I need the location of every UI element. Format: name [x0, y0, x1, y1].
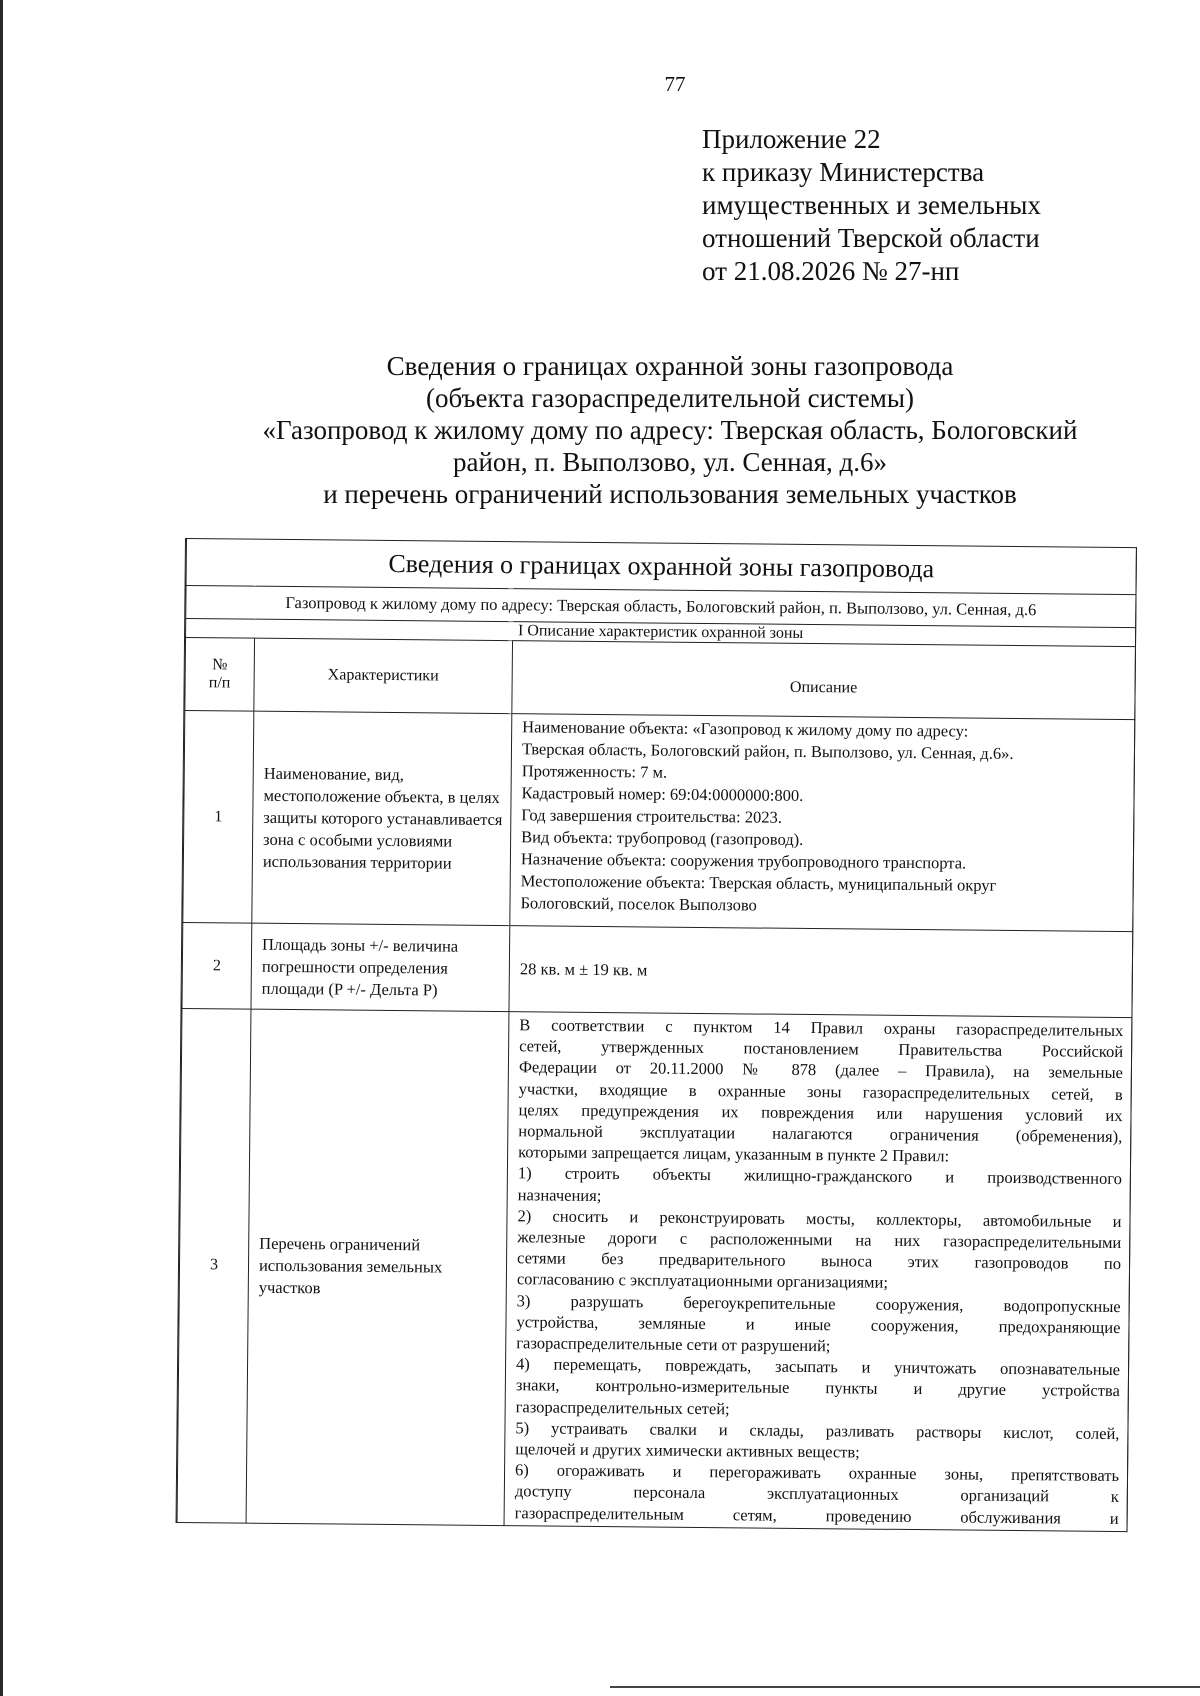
description-line: Федерации от 20.11.2000 № 878 (далее – Правила), на земельные — [518, 1057, 1123, 1083]
description-line: согласованию с эксплуатационными организациями; — [516, 1269, 889, 1293]
description-line: доступу персонала эксплуатационных организаций к — [514, 1481, 1119, 1507]
appendix-line: от 21.08.2026 № 27-нп — [702, 256, 960, 286]
bottom-rule — [610, 1686, 1200, 1688]
page-number: 77 — [664, 72, 686, 96]
table-row — [183, 711, 1135, 932]
title-line: «Газопровод к жилому дому по адресу: Тверская область, Бологовский — [262, 415, 1078, 445]
column-header-number-line: № — [212, 656, 228, 674]
description-line: знаки, контрольно-измерительные пункты и другие устройства — [515, 1375, 1120, 1401]
description-line: В соответствии с пунктом 14 Правил охраны газораспределительных — [519, 1015, 1124, 1041]
table-header-row — [185, 638, 1136, 720]
appendix-line: к приказу Министерства — [702, 157, 985, 187]
appendix-line: имущественных и земельных — [702, 190, 1041, 220]
appendix-block — [702, 123, 1041, 288]
description-line: Протяженность: 7 м. — [521, 761, 668, 782]
column-header-description: Описание — [512, 641, 1136, 720]
row-description — [510, 714, 1135, 932]
description-line: Наименование объекта: «Газопровод к жилому дому по адресу: — [522, 717, 969, 741]
table-heading: Сведения о границах охранной зоны газопровода — [186, 539, 1136, 595]
description-line: сетей, утвержденных постановлением Правительства Российской — [519, 1036, 1124, 1062]
zone-table-frame — [176, 538, 1137, 1532]
description-line: Тверская область, Бологовский район, п. Выползово, ул. Сенная, д.6». — [521, 739, 1014, 763]
description-line: целях предупреждения их повреждения или нарушения условий их — [518, 1100, 1123, 1125]
description-line: 1) строить объекты жилищно-гражданского и производственного — [517, 1163, 1122, 1189]
description-line: сетями без предварительного выноса этих газопроводов по — [517, 1248, 1122, 1274]
description-line: Местоположение объекта: Тверская область, муниципальный округ — [520, 871, 997, 895]
table-subheading: Газопровод к жилому дому по адресу: Тверская область, Бологовский район, п. Выползово, ул. Сенная, д.6 — [186, 586, 1136, 628]
title-line: район, п. Выползово, ул. Сенная, д.6» — [452, 447, 888, 477]
scan-edge — [0, 0, 3, 1696]
title-line: (объекта газораспределительной системы) — [425, 383, 915, 413]
row-characteristic: Площадь зоны +/- величина погрешности определения площади (P +/- Дельта P) — [251, 923, 510, 1011]
zone-table — [177, 539, 1137, 1532]
description-line: щелочей и других химически активных веществ; — [515, 1439, 860, 1462]
description-line: газораспределительных сетей; — [515, 1396, 730, 1418]
title-line: Сведения о границах охранной зоны газопровода — [386, 351, 954, 381]
description-line: 5) устраивать свалки и склады, разливать растворы кислот, солей, — [515, 1418, 1120, 1443]
description-line: железные дороги с расположенными на них газораспределительными — [517, 1227, 1122, 1253]
description-line: газораспределительные сети от разрушений; — [516, 1333, 831, 1356]
appendix-line: Приложение 22 — [702, 124, 881, 154]
row-number: 2 — [182, 922, 252, 1009]
title-line: и перечень ограничений использования земельных участков — [323, 479, 1017, 509]
description-line: которыми запрещается лицам, указанным в пункте 2 Правил: — [518, 1142, 950, 1166]
row-number: 3 — [177, 1008, 251, 1523]
row-description — [504, 1012, 1132, 1532]
description-line: 6) огораживать и перегораживать охранные зоны, препятствовать — [514, 1460, 1120, 1486]
table-row — [177, 1008, 1132, 1531]
row-characteristic: Перечень ограничений использования земельных участков — [246, 1009, 509, 1525]
row-description: 28 кв. м ± 19 кв. м — [509, 926, 1133, 1018]
description-line: Бологовский, поселок Выползово — [520, 893, 757, 915]
description-line: Год завершения строительства: 2023. — [521, 805, 782, 827]
description-line: назначения; — [517, 1184, 602, 1205]
row-characteristic: Наименование, вид, местоположение объекта, в целях защиты которого устанавливается зона с особыми условиями использования территории — [252, 711, 512, 925]
appendix-line: отношений Тверской области — [702, 223, 1040, 253]
column-header-characteristics: Характеристики — [254, 638, 513, 713]
description-line: нормальной эксплуатации налагаются ограничения (обременения), — [518, 1121, 1123, 1147]
column-header-number — [185, 638, 255, 712]
description-line: Вид объекта: трубопровод (газопровод). — [521, 827, 804, 849]
column-header-number-line: п/п — [208, 674, 231, 692]
description-line: устройства, земляные и иные сооружения, предохраняющие — [516, 1312, 1121, 1337]
description-line: 2) сносить и реконструировать мосты, коллекторы, автомобильные и — [517, 1206, 1122, 1231]
description-line: газораспределительным сетям, проведению обслуживания и — [514, 1502, 1119, 1528]
description-line: 3) разрушать берегоукрепительные сооружения, водопропускные — [516, 1290, 1121, 1316]
description-line: Кадастровый номер: 69:04:0000000:800. — [521, 783, 804, 805]
document-title — [200, 350, 1140, 510]
description-line: участки, входящие в охранные зоны газораспределительных сетей, в — [518, 1078, 1123, 1104]
description-line: Назначение объекта: сооружения трубопроводного транспорта. — [520, 849, 967, 873]
row-number: 1 — [183, 711, 254, 924]
table-section-title: I Описание характеристик охранной зоны — [186, 619, 1136, 647]
description-line: 4) перемещать, повреждать, засыпать и уничтожать опознавательные — [515, 1354, 1121, 1380]
table-row — [182, 922, 1133, 1017]
